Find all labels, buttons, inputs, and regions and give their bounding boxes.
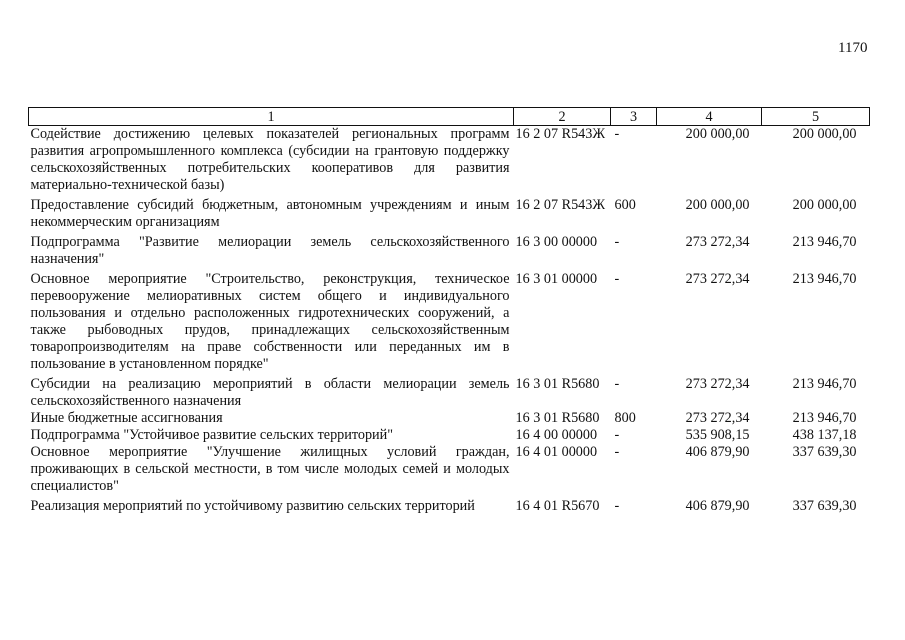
- row-amount-2: 438 137,18: [792, 427, 857, 443]
- table-row: [29, 194, 870, 231]
- row-name: Основное мероприятие "Улучшение жилищных условий граждан, проживающих в сельской местности, в том числе молодых семей и молодых специалистов": [30, 444, 510, 494]
- row-type: -: [614, 271, 620, 287]
- table-row: [29, 268, 870, 373]
- table-row: [29, 231, 870, 268]
- row-type: -: [614, 498, 620, 514]
- row-amount-2: 337 639,30: [792, 444, 857, 460]
- column-header-type: 3: [611, 108, 657, 126]
- row-code: 16 3 01 R5680: [515, 376, 600, 392]
- table-row: [29, 410, 870, 427]
- row-amount-2: 213 946,70: [792, 410, 857, 426]
- table-header-row: [29, 108, 870, 126]
- row-amount-2: 213 946,70: [792, 271, 857, 287]
- row-amount-1: 200 000,00: [685, 197, 750, 213]
- row-amount-1: 273 272,34: [685, 376, 750, 392]
- row-name: Основное мероприятие "Строительство, реконструкция, техническое перевооружение мелиоративных систем общего и индивидуального пользования и отдельно расположенных гидротехнических сооружений, а также рыбоводных прудов, принадлежащих сельскохозяйственным товаропроизводителям на праве собственности или переданных им в пользование в установленном порядке": [30, 271, 510, 372]
- row-amount-1: 273 272,34: [685, 271, 750, 287]
- row-type: -: [614, 376, 620, 392]
- table-row: [29, 126, 870, 195]
- row-amount-1: 406 879,90: [685, 444, 750, 460]
- row-amount-1: 273 272,34: [685, 234, 750, 250]
- row-name: Содействие достижению целевых показателей региональных программ развития агропромышленного комплекса (субсидии на грантовую поддержку сельскохозяйственных потребительских кооперативов для развития материально-технической базы): [30, 126, 510, 193]
- table-row: [29, 373, 870, 410]
- row-type: 800: [614, 410, 636, 426]
- row-code: 16 2 07 R543Ж: [515, 126, 606, 142]
- table-row: [29, 427, 870, 444]
- row-type: -: [614, 234, 620, 250]
- column-header-amount-1: 4: [657, 108, 762, 126]
- row-type: -: [614, 427, 620, 443]
- column-header-name: 1: [29, 108, 514, 126]
- row-amount-2: 337 639,30: [792, 498, 857, 514]
- table-row: [29, 495, 870, 515]
- row-type: 600: [614, 197, 636, 213]
- row-name: Предоставление субсидий бюджетным, автономным учреждениям и иным некоммерческим организациям: [30, 197, 510, 230]
- row-code: 16 4 01 R5670: [515, 498, 600, 514]
- page-number: 1170: [838, 40, 868, 56]
- budget-table: [28, 107, 870, 515]
- row-amount-2: 213 946,70: [792, 376, 857, 392]
- row-code: 16 4 01 00000: [515, 444, 598, 460]
- row-amount-1: 273 272,34: [685, 410, 750, 426]
- row-code: 16 3 00 00000: [515, 234, 598, 250]
- row-code: 16 4 00 00000: [515, 427, 598, 443]
- row-amount-1: 200 000,00: [685, 126, 750, 142]
- row-code: 16 2 07 R543Ж: [515, 197, 606, 213]
- row-code: 16 3 01 R5680: [515, 410, 600, 426]
- row-name: Подпрограмма "Устойчивое развитие сельских территорий": [30, 427, 394, 443]
- row-type: -: [614, 444, 620, 460]
- row-amount-1: 406 879,90: [685, 498, 750, 514]
- row-code: 16 3 01 00000: [515, 271, 598, 287]
- row-amount-2: 200 000,00: [792, 126, 857, 142]
- column-header-code: 2: [514, 108, 611, 126]
- row-name: Реализация мероприятий по устойчивому развитию сельских территорий: [30, 498, 475, 514]
- row-amount-2: 213 946,70: [792, 234, 857, 250]
- column-header-amount-2: 5: [762, 108, 870, 126]
- row-amount-2: 200 000,00: [792, 197, 857, 213]
- row-amount-1: 535 908,15: [685, 427, 750, 443]
- row-name: Иные бюджетные ассигнования: [30, 410, 223, 426]
- row-name: Субсидии на реализацию мероприятий в области мелиорации земель сельскохозяйственного назначения: [30, 376, 510, 409]
- table-row: [29, 444, 870, 495]
- row-name: Подпрограмма "Развитие мелиорации земель сельскохозяйственного назначения": [30, 234, 510, 267]
- row-type: -: [614, 126, 620, 142]
